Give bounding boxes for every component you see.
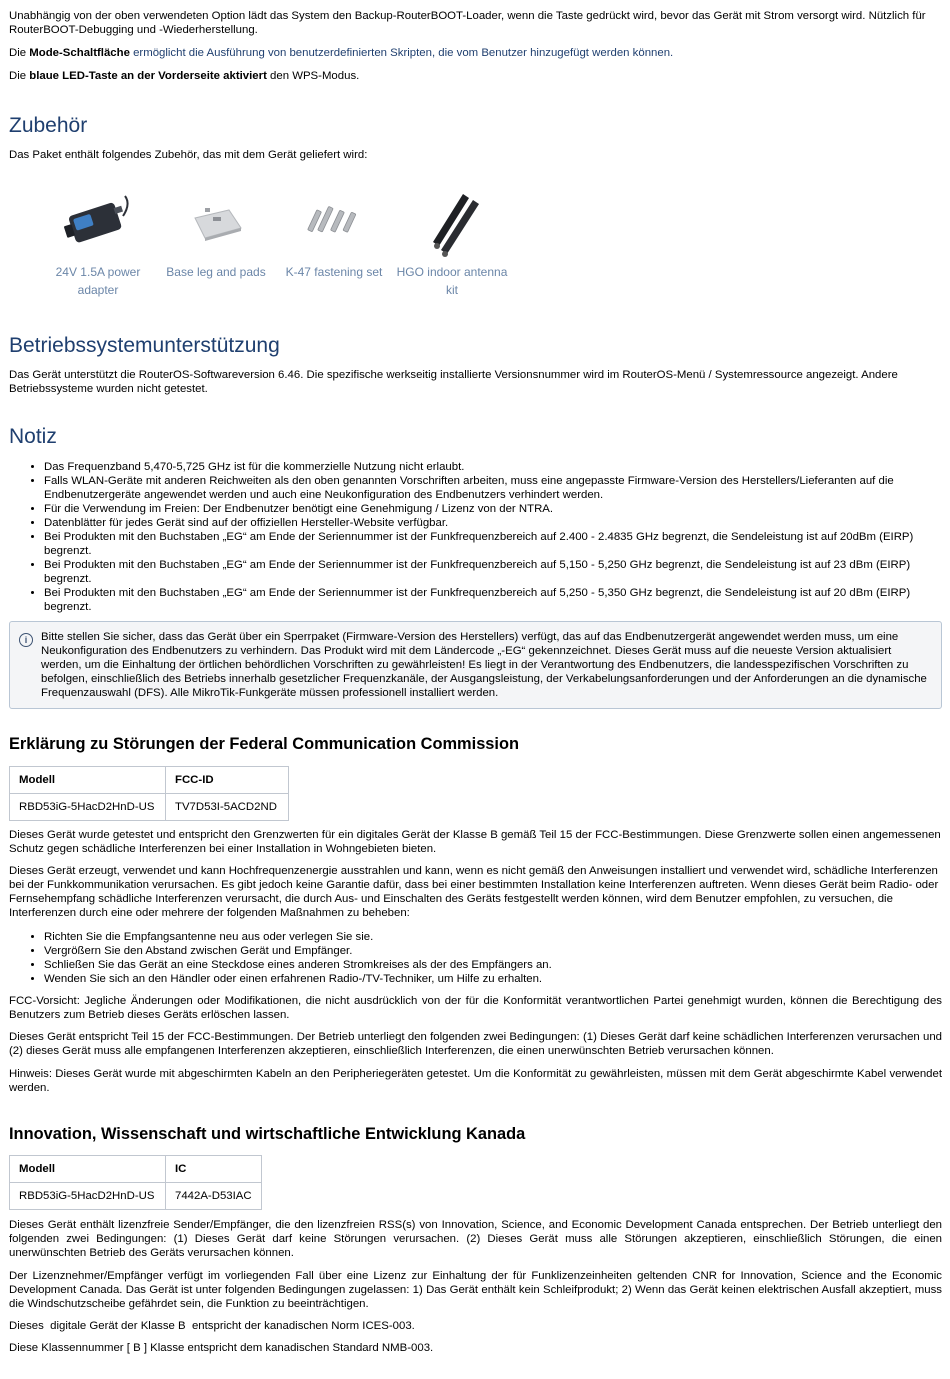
fcc-paragraph-1: Dieses Gerät wurde getestet und entspricht den Grenzwerten für ein digitales Gerät der Klasse B gemäß Teil 15 der FCC-Bestimmungen. Diese Grenzwerte sollen einen angemessenen Schutz gegen schädliche Interferenzen bei einer Installation in Wohngebieten bieten.: [9, 829, 941, 855]
intro-p3-rest: den WPS-Modus.: [266, 70, 360, 82]
os-heading: Betriebssystemunterstützung: [9, 334, 280, 357]
fcc-paragraph-4: Dieses Gerät entspricht Teil 15 der FCC-Bestimmungen. Der Betrieb unterliegt den folgenden zwei Bedingungen: (1) Dieses Gerät darf keine schädlichen Interferenzen verursachen und (2) dieses Gerät muss alle empfangenen Interferenzen akzeptieren, einschließlich Interferenzen, die einen unerwünschten Betrieb verursachen können.: [9, 1031, 942, 1057]
led-button-term: blaue LED-Taste an der Vorderseite aktiviert: [29, 70, 267, 82]
fcc-paragraph-2: Dieses Gerät erzeugt, verwendet und kann Hochfrequenzenergie ausstrahlen und kann, wenn es nicht gemäß den Anweisungen installiert und verwendet wird, schädliche Interferenzen bei der Funkkommunikation verursachen. Es gibt jedoch keine Garantie dafür, dass bei einer bestimmten Installation keine Interferenzen auftreten. Wenn dieses Gerät beim Radio- oder Fernsehempfang schädliche Interferenzen verursacht, die durch Aus- und Einschalten des Geräts festgestellt werden können, wird dem Benutzer empfohlen, zu versuchen, die Interferenzen durch eine oder mehrere der folgenden Maßnahmen zu beheben:: [9, 865, 939, 919]
table-row: [10, 794, 289, 821]
notiz-list: [9, 460, 942, 614]
list-item: • Vergrößern Sie den Abstand zwischen Gerät und Empfänger.: [44, 944, 942, 958]
table-header-cell: FCC-ID: [166, 767, 289, 794]
list-item: • Bei Produkten mit den Buchstaben „EG“ am Ende der Seriennummer ist der Funkfrequenzbereich auf 5,150 - 5,250 GHz begrenzt, die Sendeleistung ist auf 23 dBm (EIRP) begrenzt.: [44, 558, 942, 586]
ised-paragraph-4: Diese Klassennummer [ B ] Klasse entspricht dem kanadischen Standard NMB-003.: [9, 1342, 434, 1354]
table-row: [10, 1183, 262, 1210]
fcc-paragraph-5: Hinweis: Dieses Gerät wurde mit abgeschirmten Kabeln an den Peripheriegeräten getestet. Um die Konformität zu gewährleisten, müssen mit dem Gerät abgeschirmte Kabel verwendet werden.: [9, 1068, 942, 1094]
accessory-base-leg[interactable]: [157, 184, 275, 299]
ised-table: [9, 1155, 262, 1210]
caption-line-1: Base leg and pads: [166, 265, 266, 279]
fcc-measures-list: [9, 930, 942, 986]
accessories-gallery: [39, 184, 511, 299]
accessory-antenna-kit[interactable]: [393, 184, 511, 299]
list-item: • Das Frequenzband 5,470-5,725 GHz ist für die kommerzielle Nutzung nicht erlaubt.: [44, 460, 942, 474]
table-header-row: [10, 1156, 262, 1183]
list-item: • Richten Sie die Empfangsantenne neu aus oder verlegen Sie sie.: [44, 930, 942, 944]
ised-paragraph-1: Dieses Gerät enthält lizenzfreie Sender/Empfänger, die den lizenzfreien RSS(s) von Innovation, Science, and Economic Development Canada entsprechen. Der Betrieb unterliegt den folgenden zwei Bedingungen: (1) Dieses Gerät darf keine Störungen verursachen. (2) Dieses Gerät muss alle Störungen akzeptieren, einschließlich Störungen, die einen unerwünschten Betrieb des Geräts verursachen können.: [9, 1219, 942, 1259]
accessories-heading: Zubehör: [9, 114, 88, 137]
accessory-caption: [39, 264, 157, 299]
list-item: • Schließen Sie das Gerät an eine Steckdose eines anderen Stromkreises als der des Empfängers an.: [44, 958, 942, 972]
antenna-kit-icon: [393, 184, 511, 262]
list-item: • Wenden Sie sich an den Händler oder einen erfahrenen Radio-/TV-Techniker, um Hilfe zu erhalten.: [44, 972, 942, 986]
table-header-row: [10, 767, 289, 794]
accessory-caption: [393, 264, 511, 299]
table-cell: RBD53iG-5HacD2HnD-US: [10, 1183, 166, 1210]
list-item: • Falls WLAN-Geräte mit anderen Reichweiten als den oben genannten Vorschriften arbeiten, muss eine angepasste Firmware-Version des Herstellers/Lieferanten auf die Endbenutzergeräte angewendet werden und auch eine Neukonfiguration des Endbenutzers verhindert werden.: [44, 474, 942, 502]
table-cell: RBD53iG-5HacD2HnD-US: [10, 794, 166, 821]
ised-paragraph-3: Dieses digitale Gerät der Klasse B entspricht der kanadischen Norm ICES-003.: [9, 1320, 415, 1332]
info-icon: i: [19, 633, 33, 647]
accessory-power-adapter[interactable]: [39, 184, 157, 299]
caption-line-1: K-47 fastening set: [285, 265, 383, 279]
caption-line-2: adapter: [77, 282, 119, 297]
notiz-heading: Notiz: [9, 425, 57, 448]
info-box: [9, 621, 942, 709]
intro-p2-rest: ermöglicht die Ausführung von benutzerdefinierten Skripten, die vom Benutzer hinzugefügt werden können.: [129, 47, 674, 59]
caption-line-2: kit: [446, 282, 458, 297]
caption-line-1: 24V 1.5A power: [55, 265, 141, 279]
table-cell: TV7D53I-5ACD2ND: [166, 794, 289, 821]
ised-heading: Innovation, Wissenschaft und wirtschaftliche Entwicklung Kanada: [9, 1125, 526, 1143]
intro-p2-prefix: Die: [9, 47, 30, 59]
intro-p3-prefix: Die: [9, 70, 30, 82]
table-header-cell: IC: [166, 1156, 262, 1183]
ised-paragraph-2: Der Lizenznehmer/Empfänger verfügt im vorliegenden Fall über eine Lizenz zur Einhaltung der für Funklizenzeinheiten geltenden CNR for Innovation, Science and the Economic Development Canada. Das Gerät ist unter folgenden Bedingungen zugelassen: 1) Das Gerät enthält kein Schleifprodukt; 2) Wenn das Gerät keinen elektrischen Ausfall akzeptiert, muss die Windschutzscheibe gefährdet sein, die Funktion zu beeinträchtigen.: [9, 1270, 942, 1310]
base-leg-icon: [157, 184, 275, 262]
fcc-heading: Erklärung zu Störungen der Federal Communication Commission: [9, 735, 519, 753]
fastening-set-icon: [275, 184, 393, 262]
info-box-text: Bitte stellen Sie sicher, dass das Gerät über ein Sperrpaket (Firmware-Version des Herstellers) verfügt, das auf das Endbenutzergerät angewendet werden muss, um eine Neukonfiguration des Endbenutzers zu verhindern. Das Produkt wird mit dem Ländercode „-EG“ gekennzeichnet. Dieses Gerät muss auf die neueste Version aktualisiert werden, um die Einhaltung der örtlichen behördlichen Vorschriften zu gewährleisten! Es liegt in der Verantwortung des Endbenutzers, die landesspezifischen Vorschriften zu befolgen, einschließlich des Betriebs innerhalb gesetzlicher Frequenzkanäle, der Ausgangsleistung, der Verkabelungsanforderungen und der Anforderungen an die dynamische Frequenzauswahl (DFS). Alle MikroTik-Funkgeräte müssen professionell installiert werden.: [41, 631, 927, 699]
fcc-paragraph-3: FCC-Vorsicht: Jegliche Änderungen oder Modifikationen, die nicht ausdrücklich von der für die Konformität verantwortlichen Partei genehmigt wurden, können die Berechtigung des Benutzers zum Betrieb dieses Geräts erlöschen lassen.: [9, 995, 942, 1021]
list-item: • Bei Produkten mit den Buchstaben „EG“ am Ende der Seriennummer ist der Funkfrequenzbereich auf 2.400 - 2.4835 GHz begrenzt, die Sendeleistung ist auf 20dBm (EIRP) begrenzt.: [44, 530, 942, 558]
list-item: • Bei Produkten mit den Buchstaben „EG“ am Ende der Seriennummer ist der Funkfrequenzbereich auf 5,250 - 5,350 GHz begrenzt, die Sendeleistung ist auf 20 dBm (EIRP) begrenzt.: [44, 586, 942, 614]
table-header-cell: Modell: [10, 767, 166, 794]
accessory-caption: [157, 264, 275, 282]
table-header-cell: Modell: [10, 1156, 166, 1183]
accessories-intro: Das Paket enthält folgendes Zubehör, das mit dem Gerät geliefert wird:: [9, 149, 368, 161]
caption-line-1: HGO indoor antenna: [396, 265, 508, 279]
accessory-caption: [275, 264, 393, 282]
list-item: • Datenblätter für jedes Gerät sind auf der offiziellen Hersteller-Website verfügbar.: [44, 516, 942, 530]
list-item: • Für die Verwendung im Freien: Der Endbenutzer benötigt eine Genehmigung / Lizenz von der NTRA.: [44, 502, 942, 516]
table-cell: 7442A-D53IAC: [166, 1183, 262, 1210]
accessory-fastening-set[interactable]: [275, 184, 393, 299]
intro-paragraph-3: [9, 69, 942, 83]
mode-button-term: Mode-Schaltfläche: [29, 47, 130, 59]
intro-paragraph-1: Unabhängig von der oben verwendeten Option lädt das System den Backup-RouterBOOT-Loader, wenn die Taste gedrückt wird, bevor das Gerät mit Strom versorgt wird. Nützlich für RouterBOOT-Debugging und -Wiederherstellung.: [9, 10, 926, 36]
intro-paragraph-2: [9, 46, 942, 60]
power-adapter-icon: [39, 184, 157, 262]
os-text: Das Gerät unterstützt die RouterOS-Softwareversion 6.46. Die spezifische werkseitig installierte Versionsnummer wird im RouterOS-Menü / Systemressource angezeigt. Andere Betriebssysteme wurden nicht getestet.: [9, 369, 898, 395]
fcc-table: [9, 766, 289, 821]
